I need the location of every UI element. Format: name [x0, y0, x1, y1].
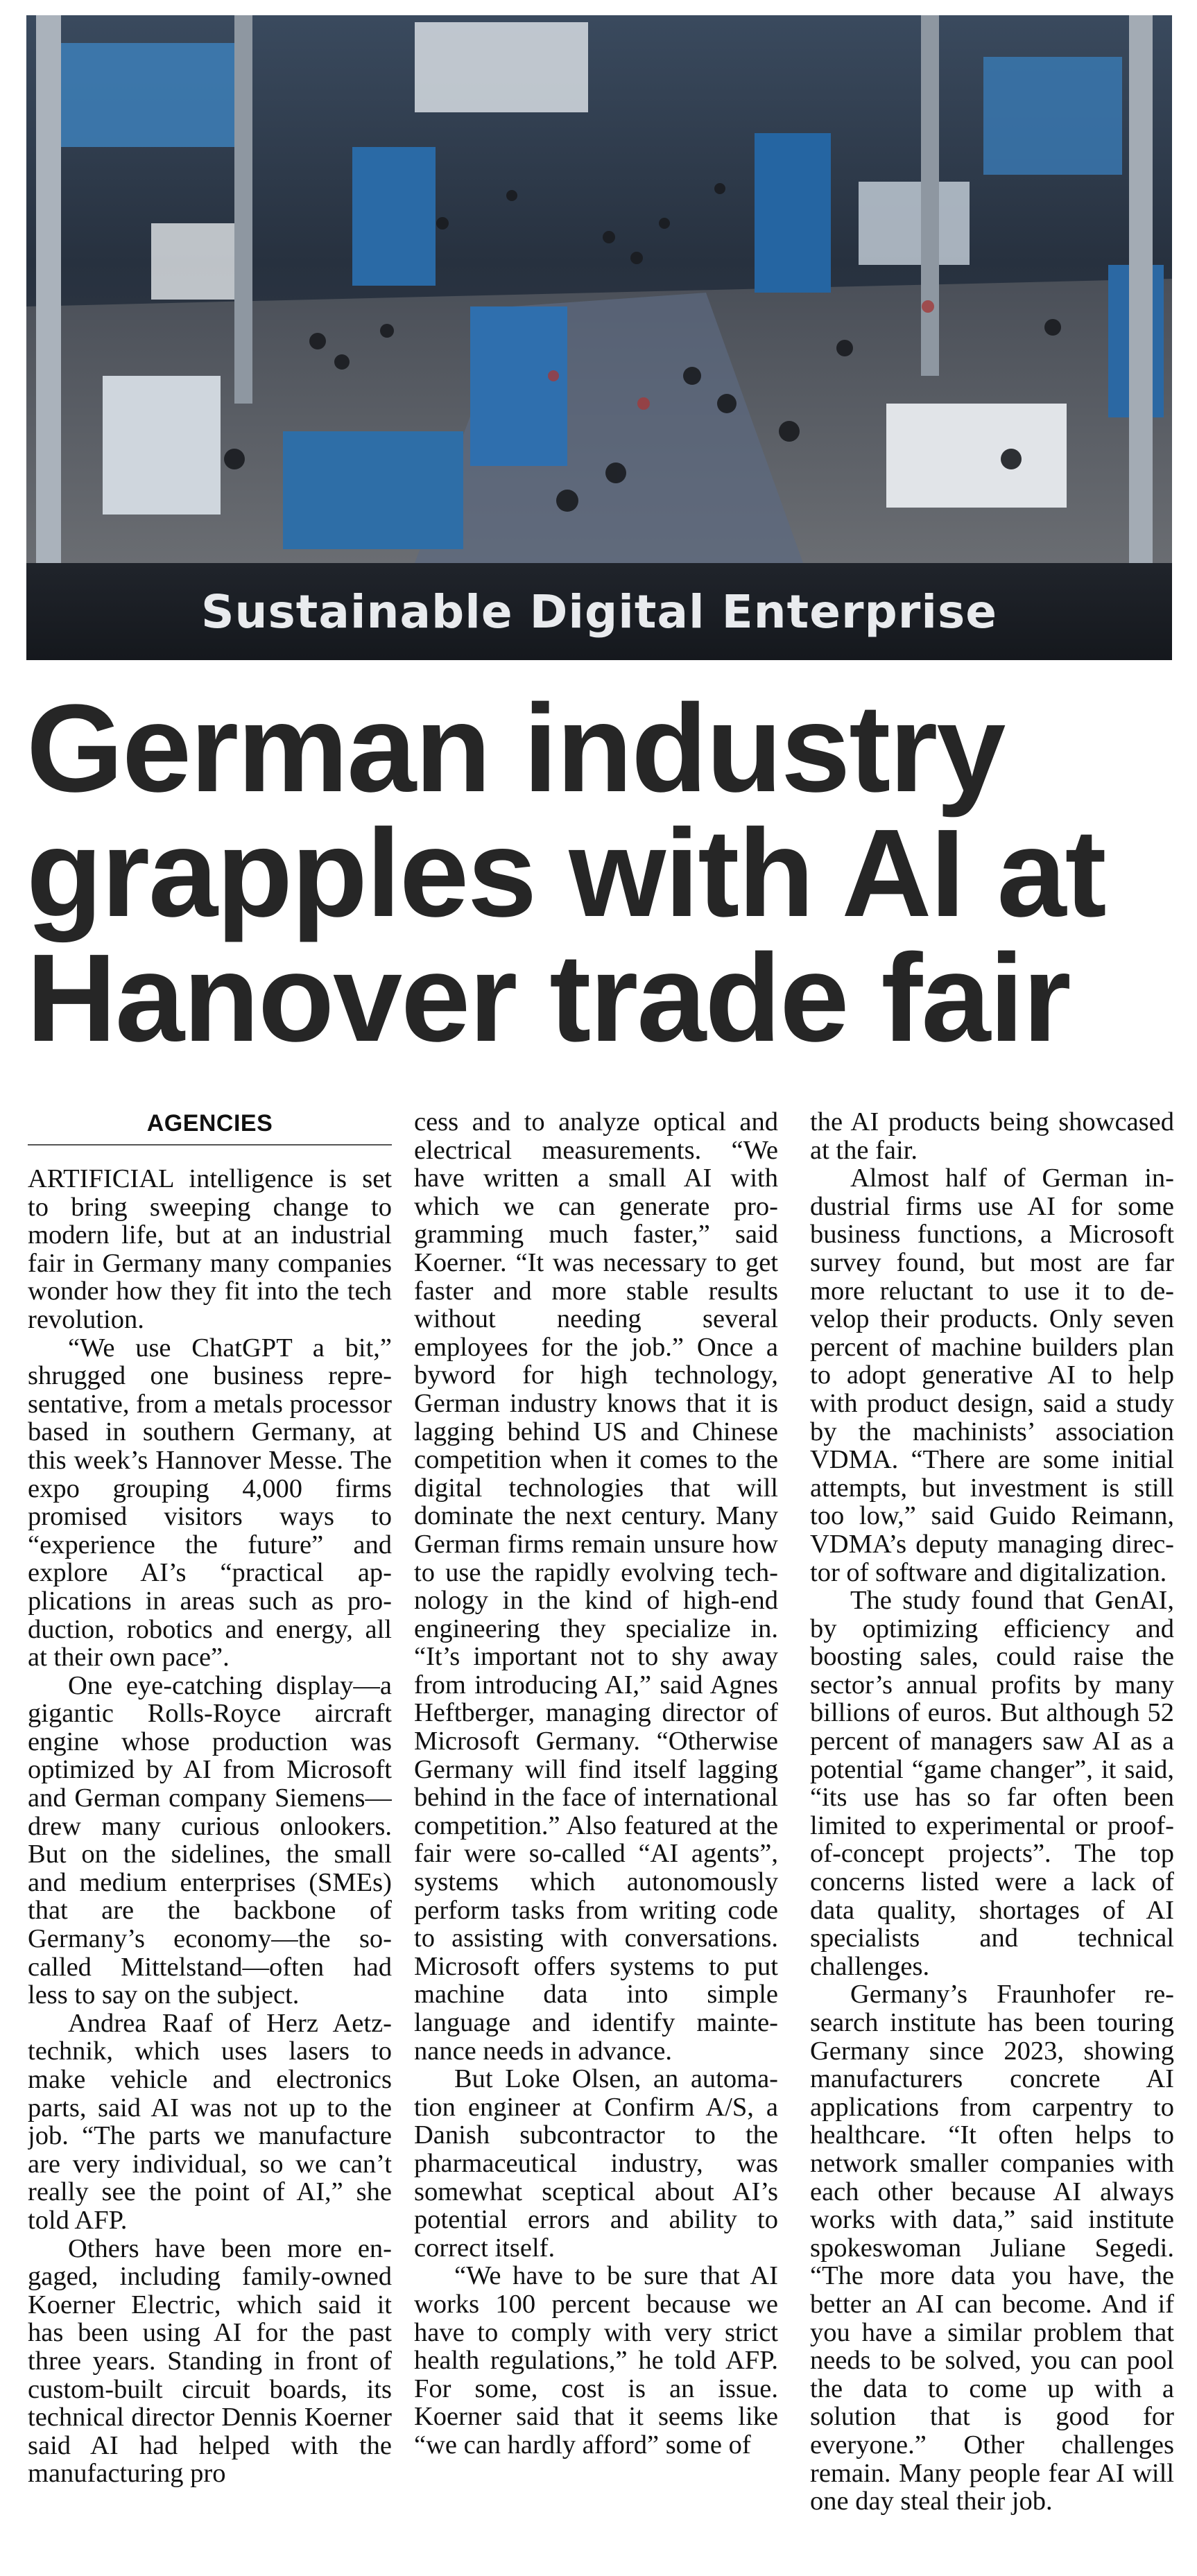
paragraph: cess and to analyze optical and electrical measurements. “We have written a small AI with which we can generate programming much faster,” said Koerner. “It was necessary to get faster and more stable results without needing several employees for the job.” Once a byword for high technology, German industry knows that it is lagging behind US and Chinese competition when it comes to the digital technologies that will dominate the next century. Many German firms remain unsure how to use the rapidly evolving technology in the kind of high-end engineering they specialize in. “It’s important not to shy away from introducing AI,” said Agnes Heftberger, managing director of Microsoft Germany. “Otherwise Germany will find itself lagging behind in the face of international competition.” Also featured at the fair were so-called “AI agents”, systems which autonomously perform tasks from writing code to assisting with conversations. Microsoft offers systems to put machine data into simple language and identify maintenance needs in advance. — [414, 1108, 778, 2066]
paragraph: The study found that GenAI, by optimizing efficiency and boosting sales, could raise the sector’s annual profits by many billions of euros. But although 52 percent of managers saw AI as a potential “game changer”, it said, “its use has so far often been limited to experimental or proof-of-concept projects”. The top concerns listed were a lack of data quality, shortages of AI specialists and technical challenges. — [810, 1586, 1174, 1981]
paragraph: Andrea Raaf of Herz Aetztechnik, which uses lasers to make vehicle and electronics parts, said AI was not up to the job. “The parts we manufacture are very individual, so we can’t really see the point of AI,” she told AFP. — [28, 2008, 392, 2235]
trade-fair-photo — [26, 15, 1172, 660]
paragraph: the AI products being showcased at the fair. — [810, 1108, 1174, 1165]
trade-fair-crowd-photo — [26, 15, 1172, 563]
paragraph: ARTIFICIAL intelligence is set to bring sweeping change to modern life, but at an industrial fair in Germany many companies wonder how they fit into the tech revolution. — [28, 1164, 392, 1334]
paragraph: Almost half of German industrial firms use AI for some business functions, a Microsoft survey found, but most are far more reluctant to use it to develop their products. Only seven percent of machine builders plan to adopt generative AI to help with product design, said a study by the machinists’ association VDMA. “There are some initial attempts, but investment is still too low,” said Guido Reimann, VDMA’s deputy managing director of software and digitalization. — [810, 1164, 1174, 1587]
headline: German industry grapples with AI at Hanover trade fair — [26, 679, 1105, 1068]
article-column-2 — [414, 1108, 778, 2564]
paragraph: “We use ChatGPT a bit,” shrugged one business representative, from a metals processor based in southern Germany, at this week’s Hannover Messe. The expo grouping 4,000 firms promised visitors ways to “experience the future” and explore AI’s “practical applications in areas such as production, robotics and energy, all at their own pace”. — [28, 1333, 392, 1672]
photo-caption-band — [26, 563, 1172, 660]
paragraph: One eye-catching display—a gigantic Rolls-Royce aircraft engine whose production was optimized by AI from Microsoft and German company Siemens—drew many curious onlookers. But on the sidelines, the small and medium enterprises (SMEs) that are the backbone of Germany’s economy—the so-called Mittelstand—often had less to say on the subject. — [28, 1670, 392, 2010]
article-column-1 — [28, 1108, 392, 2564]
paragraph: Others have been more engaged, including family-owned Koerner Electric, which said it has been using AI for the past three years. Standing in front of custom-built circuit boards, its technical director Dennis Koerner said AI had helped with the manufacturing pro — [28, 2233, 392, 2489]
article-column-3 — [810, 1108, 1174, 2564]
paragraph: “We have to be sure that AI works 100 percent because we have to comply with very strict health regulations,” he told AFP. For some, cost is an issue. Koerner said that it seems like “we can hardly afford” some of — [414, 2261, 778, 2460]
photo-caption: Sustainable Digital Enterprise — [200, 585, 997, 639]
paragraph: But Loke Olsen, an automation engineer at Confirm A/S, a Danish subcontractor to the pharmaceutical industry, was somewhat sceptical about AI’s potential errors and ability to correct itself. — [414, 2064, 778, 2263]
paragraph: Germany’s Fraunhofer research institute has been touring Germany since 2023, showing manufacturers concrete AI applications from carpentry to healthcare. “It often helps to network smaller companies with each other because AI always works with data,” said institute spokeswoman Juliane Segedi. “The more data you have, the better an AI can become. And if you have a similar problem that needs to be solved, you can pool the data to come up with a solution that is good for everyone.” Other challenges remain. Many people fear AI will one day steal their job. — [810, 1980, 1174, 2516]
byline: AGENCIES — [28, 1108, 392, 1146]
